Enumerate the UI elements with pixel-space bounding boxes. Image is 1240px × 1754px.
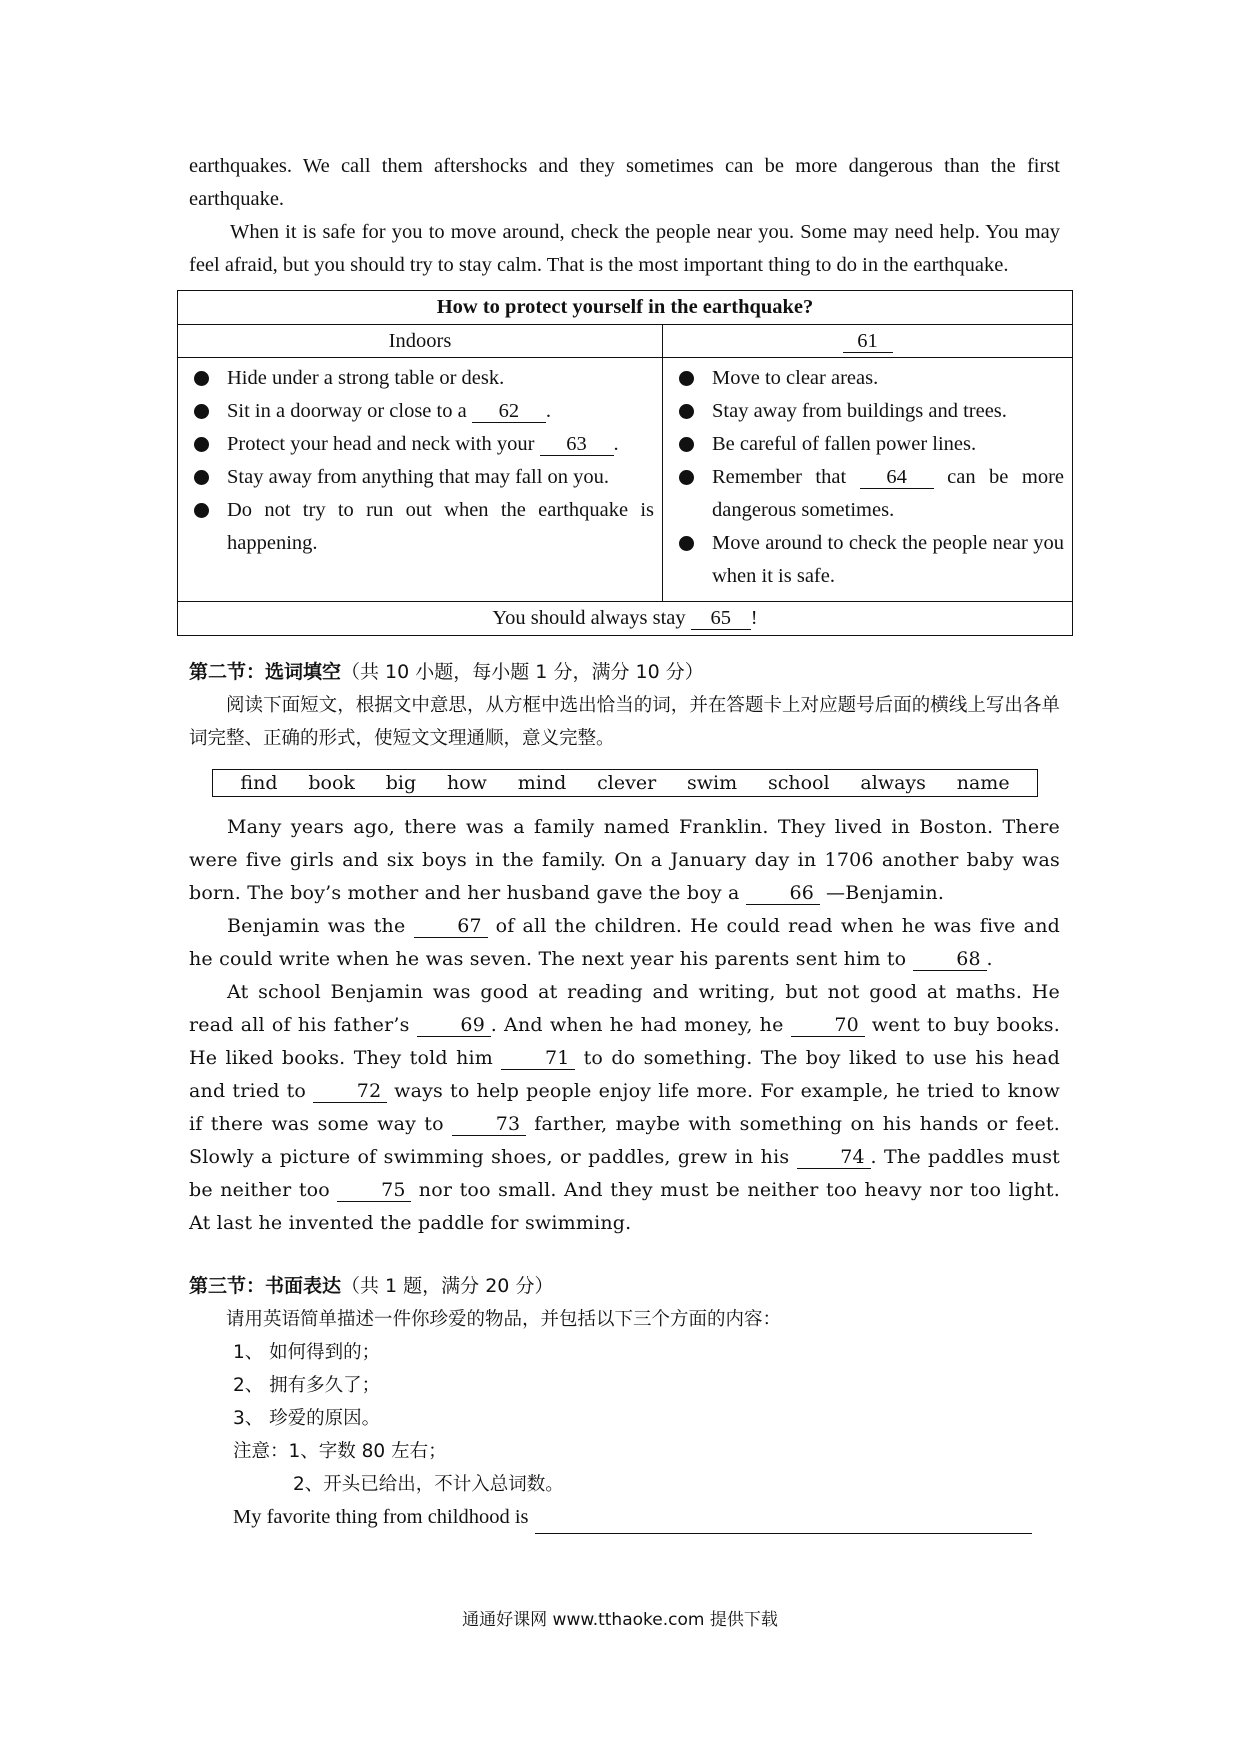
blank-64: 64 xyxy=(860,466,934,489)
table-header-outdoors xyxy=(663,325,1073,358)
blank-62: 62 xyxy=(472,400,546,423)
word-option: school xyxy=(767,772,830,794)
blank-70: 70 xyxy=(791,1014,865,1037)
section-3-instruction: 请用英语简单描述一件你珍爱的物品，并包括以下三个方面的内容： xyxy=(226,1309,782,1330)
story-paragraph-1: Many years ago, there was a family named Franklin. They lived in Boston. There were five girls and six boys in the family. On a January day in 1706 another baby was born. The boy’s mother and her husband gave the boy a 66 —Benjamin. xyxy=(189,816,1060,904)
writing-start: My favorite thing from childhood is xyxy=(233,1501,1060,1534)
word-option: always xyxy=(860,772,926,794)
note-word-count: 注意：1、字数 80 左右； xyxy=(233,1441,447,1462)
section-2-title: 第二节：选词填空（共 10 小题，每小题 1 分，满分 10 分） xyxy=(189,661,704,683)
list-item: Be careful of fallen power lines. xyxy=(679,428,1064,461)
indoors-list-cell xyxy=(178,358,663,602)
section-3-title: 第三节：书面表达（共 1 题，满分 20 分） xyxy=(189,1275,554,1297)
list-item: Stay away from anything that may fall on you. xyxy=(194,461,654,494)
indoors-list xyxy=(178,358,662,568)
requirement-item: 3、 珍爱的原因。 xyxy=(233,1408,381,1429)
word-option: book xyxy=(308,772,355,794)
table-header-indoors: Indoors xyxy=(178,325,663,358)
blank-73: 73 xyxy=(452,1113,526,1136)
word-option: name xyxy=(956,772,1010,794)
word-option: clever xyxy=(597,772,657,794)
blank-68: 68 xyxy=(913,948,987,971)
word-option: swim xyxy=(687,772,738,794)
blank-63: 63 xyxy=(540,433,614,456)
word-option: big xyxy=(385,772,417,794)
note-opening-given: 2、开头已给出，不计入总词数。 xyxy=(293,1474,564,1495)
list-item: Sit in a doorway or close to a 62 . xyxy=(194,395,654,428)
blank-67: 67 xyxy=(414,915,488,938)
story-paragraph-3: At school Benjamin was good at reading and writing, but not good at maths. He read all of his father’s 69 . And when he had money, he 70 went to buy books. He liked books. They told him 71 to do something. The boy liked to use his head and tried to 72 ways to help people enjoy life more. For example, he tried to know if there was some way to 73 farther, maybe with something on his hands or feet. Slowly a picture of swimming shoes, or paddles, grew in his 74 . The paddles must be neither too 75 nor too small. And they must be neither too heavy nor too light. At last he invented the paddle for swimming. xyxy=(189,981,1060,1234)
blank-74: 74 xyxy=(797,1146,871,1169)
page-content xyxy=(189,150,1064,1534)
passage-paragraph-2: When it is safe for you to move around, check the people near you. Some may need help. You may feel afraid, but you should try to stay calm. That is the most important thing to do in the earthquake. xyxy=(189,221,1060,276)
word-option: how xyxy=(447,772,487,794)
list-item: Move around to check the people near you when it is safe. xyxy=(679,527,1064,593)
list-item: Protect your head and neck with your 63 . xyxy=(194,428,654,461)
list-item: Stay away from buildings and trees. xyxy=(679,395,1064,428)
writing-answer-line[interactable] xyxy=(535,1507,1032,1534)
blank-65: 65 xyxy=(691,607,751,630)
story-paragraph-2: Benjamin was the 67 of all the children. He could read when he was five and he could write when he was seven. The next year his parents sent him to 68 . xyxy=(189,915,1061,970)
blank-69: 69 xyxy=(417,1014,491,1037)
outdoors-list-cell xyxy=(663,358,1073,602)
earthquake-table xyxy=(177,290,1073,636)
word-option: mind xyxy=(517,772,567,794)
list-item: Remember that 64 can be more dangerous sometimes. xyxy=(679,461,1064,527)
requirement-item: 2、 拥有多久了； xyxy=(233,1375,381,1396)
page-footer: 通通好课网 www.tthaoke.com 提供下载 xyxy=(462,1610,778,1630)
requirement-item: 1、 如何得到的； xyxy=(233,1342,381,1363)
section-2-instruction: 阅读下面短文，根据文中意思，从方框中选出恰当的词，并在答题卡上对应题号后面的横线上写出各单词完整、正确的形式，使短文文理通顺，意义完整。 xyxy=(189,695,1060,749)
list-item: Do not try to run out when the earthquake is happening. xyxy=(194,494,654,560)
table-title: How to protect yourself in the earthquake? xyxy=(178,291,1073,325)
blank-61: 61 xyxy=(843,330,893,353)
outdoors-list xyxy=(663,358,1072,601)
table-footer: You should always stay 65 ! xyxy=(178,602,1073,636)
word-option: find xyxy=(240,772,278,794)
list-item: Hide under a strong table or desk. xyxy=(194,362,654,395)
word-box xyxy=(212,769,1038,797)
blank-66: 66 xyxy=(746,882,820,905)
blank-71: 71 xyxy=(501,1047,575,1070)
blank-72: 72 xyxy=(313,1080,387,1103)
list-item: Move to clear areas. xyxy=(679,362,1064,395)
blank-75: 75 xyxy=(337,1179,411,1202)
passage-paragraph-1: earthquakes. We call them aftershocks and they sometimes can be more dangerous than the first earthquake. xyxy=(189,155,1060,210)
